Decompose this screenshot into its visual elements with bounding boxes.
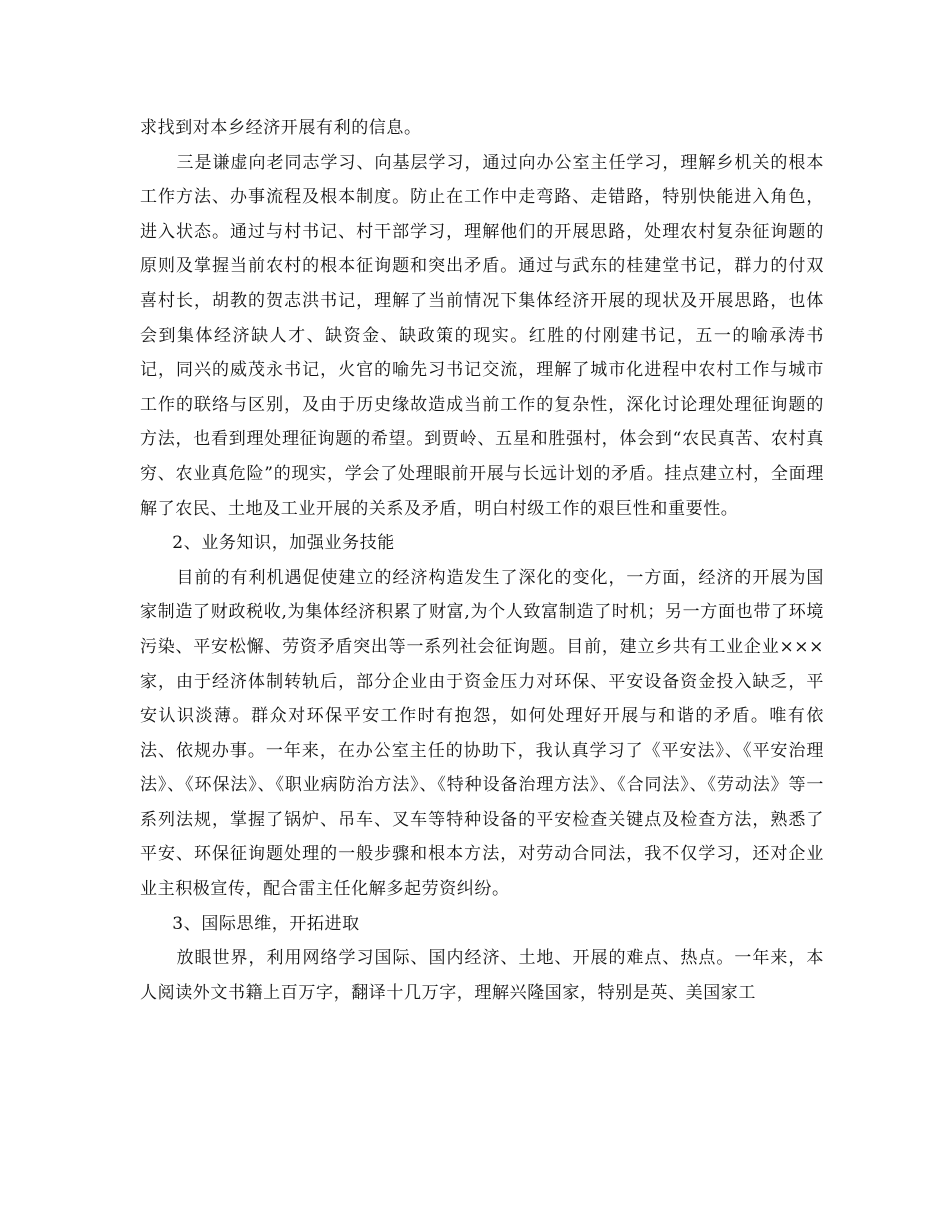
section-heading-business-knowledge: 2、业务知识，加强业务技能 [172,533,395,554]
paragraph-continuation: 求找到对本乡经济开展有利的信息。 [140,118,422,138]
paragraph-learning-from-colleagues: 三是谦虚向老同志学习、向基层学习，通过向办公室主任学习，理解乡机关的根本工作方法、办事流程及根本制度。防止在工作中走弯路、走错路，特别快能进入角色，进入状态。通过与村书记、村干部学习，理解他们的开展思路，处理农村复杂征询题的原则及掌握当前农村的根本征询题和突出矛盾。通过与武东的桂建堂书记，群力的付双喜村长，胡教的贺志洪书记，理解了当前情况下集体经济开展的现状及开展思路，也体会到集体经济缺人才、缺资金、缺政策的现实。红胜的付刚建书记，五一的喻承涛书记，同兴的威茂永书记，火官的喻先习书记交流，理解了城市化进程中农村工作与城市工作的联络与区别，及由于历史缘故造成当前工作的复杂性，深化讨论理处理征询题的方法，也看到理处理征询题的希望。到贾岭、五星和胜强村，体会到“农民真苦、农村真穷、农业真危险”的现实，学会了处理眼前开展与长远计划的矛盾。挂点建立村，全面理解了农民、土地及工业开展的关系及矛盾，明白村级工作的艰巨性和重要性。 [140,152,824,519]
document-body [140,111,824,1010]
paragraph-international-thinking: 放眼世界，利用网络学习国际、国内经济、土地、开展的难点、热点。一年来，本人阅读外文书籍上百万字，翻译十几万字，理解兴隆国家，特别是英、美国家工 [140,948,824,1003]
section-heading-international-thinking: 3、国际思维，开拓进取 [172,913,360,934]
paragraph-business-knowledge: 目前的有利机遇促使建立的经济构造发生了深化的变化，一方面，经济的开展为国家制造了财政税收,为集体经济积累了财富,为个人致富制造了时机；另一方面也带了环境污染、平安松懈、劳资矛盾突出等一系列社会征询题。目前，建立乡共有工业企业×××家，由于经济体制转轨后，部分企业由于资金压力对环保、平安设备资金投入缺乏，平安认识淡薄。群众对环保平安工作时有抱怨，如何处理好开展与和谐的矛盾。唯有依法、依规办事。一年来，在办公室主任的协助下，我认真学习了《平安法》、《平安治理法》、《环保法》、《职业病防治方法》、《特种设备治理方法》、《合同法》、《劳动法》等一系列法规，掌握了锅炉、吊车、叉车等特种设备的平安检查关键点及检查方法，熟悉了平安、环保征询题处理的一般步骤和根本方法，对劳动合同法，我不仅学习，还对企业业主积极宣传，配合雷主任化解多起劳资纠纷。 [140,567,824,900]
